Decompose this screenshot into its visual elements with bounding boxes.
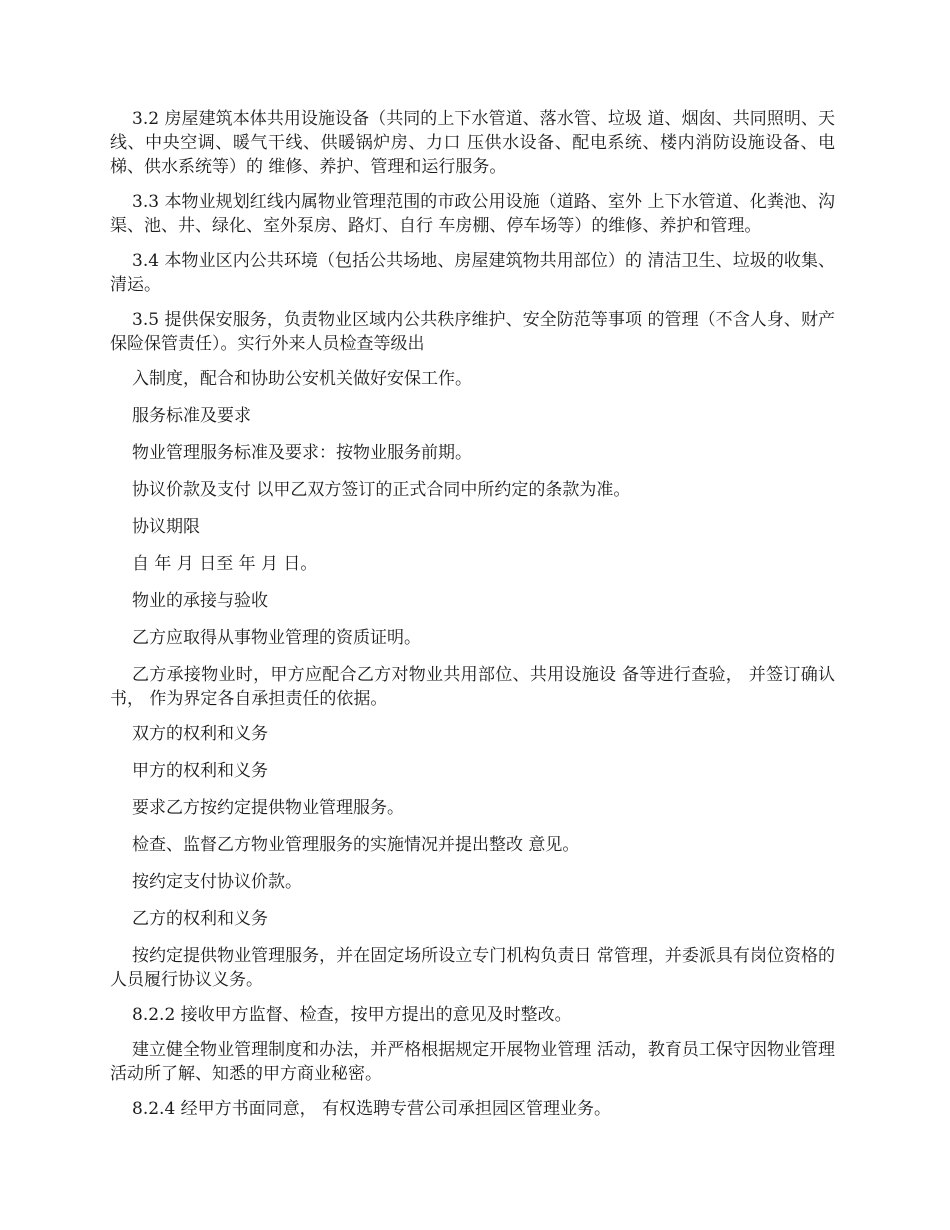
heading-rights-obligations: 双方的权利和义务: [132, 724, 268, 744]
paragraph-3-5: 3.5 提供保安服务，负责物业区域内公共秩序维护、安全防范等事项 的管理（不含人身、财产保险保管责任）。实行外来人员检查等级出: [110, 310, 835, 354]
paragraph-3-4: 3.4 本物业区内公共环境（包括公共场地、房屋建筑物共用部位）的 清洁卫生、垃圾的收集、清运。: [110, 251, 835, 295]
heading-service-standards: 服务标准及要求: [132, 406, 251, 426]
paragraph-inspection: 乙方承接物业时，甲方应配合乙方对物业共用部位、共用设施设 备等进行查验， 并签订确认书， 作为界定各自承担责任的依据。: [110, 665, 835, 709]
paragraph-party-a-3: 按约定支付协议价款。: [132, 872, 302, 892]
paragraph-party-b-3: 建立健全物业管理制度和办法，并严格根据规定开展物业管理 活动，教育员工保守因物业管理活动所了解、知悉的甲方商业秘密。: [110, 1040, 835, 1084]
heading-party-a-rights: 甲方的权利和义务: [132, 761, 268, 781]
paragraph-8-2-2: 8.2.2 接收甲方监督、检查，按甲方提出的意见及时整改。: [132, 1005, 572, 1025]
heading-party-b-rights: 乙方的权利和义务: [132, 909, 268, 929]
paragraph-party-a-2: 检查、监督乙方物业管理服务的实施情况并提出整改 意见。: [132, 835, 580, 855]
paragraph-agreement-dates: 自 年 月 日至 年 月 日。: [132, 554, 318, 574]
document-body: [110, 107, 835, 1132]
paragraph-8-2-4: 8.2.4 经甲方书面同意， 有权选聘专营公司承担园区管理业务。: [132, 1099, 612, 1119]
paragraph-service-standards: 物业管理服务标准及要求：按物业服务前期。: [132, 443, 472, 463]
paragraph-entry-system: 入制度，配合和协助公安机关做好安保工作。: [132, 369, 472, 389]
paragraph-party-b-1: 按约定提供物业管理服务，并在固定场所设立专门机构负责日 常管理，并委派具有岗位资格的人员履行协议义务。: [110, 946, 835, 990]
paragraph-3-3: 3.3 本物业规划红线内属物业管理范围的市政公用设施（道路、室外 上下水管道、化粪池、沟渠、池、井、绿化、室外泵房、路灯、自行 车房棚、停车场等）的维修、养护和管理。: [110, 192, 835, 236]
heading-agreement-term: 协议期限: [132, 517, 200, 537]
heading-handover-acceptance: 物业的承接与验收: [132, 591, 268, 611]
paragraph-3-2: 3.2 房屋建筑本体共用设施设备（共同的上下水管道、落水管、垃圾 道、烟囱、共同照明、天线、中央空调、暖气干线、供暖锅炉房、力口 压供水设备、配电系统、楼内消防设施设备、电梯、供水系统等）的 维修、养护、管理和运行服务。: [110, 109, 835, 177]
paragraph-party-a-1: 要求乙方按约定提供物业管理服务。: [132, 798, 404, 818]
paragraph-price-payment: 协议价款及支付 以甲乙双方签订的正式合同中所约定的条款为准。: [132, 480, 631, 500]
paragraph-qualification: 乙方应取得从事物业管理的资质证明。: [132, 628, 421, 648]
